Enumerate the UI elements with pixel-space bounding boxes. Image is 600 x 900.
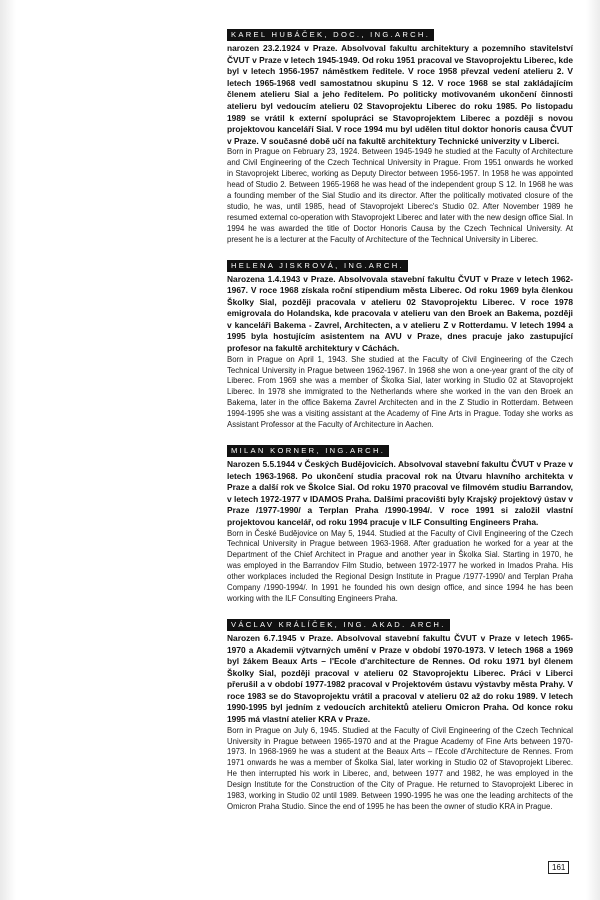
page-left-edge-shadow	[0, 0, 16, 900]
biography-entry-korner	[227, 440, 573, 605]
czech-biography: Narozen 6.7.1945 v Praze. Absolvoval stavební fakultu ČVUT v Praze v letech 1965-1970 a Akademii výtvarných umění v Praze v období 1970-1973. V letech 1968 a 1969 byl žákem Beaux Arts – l'Ecole d'architecture de Rennes. Od roku 1971 byl členem Školky Sial, později pracoval v atelieru 02 Stavoprojektu Liberec. Práci v Liberci přerušil a v období 1977-1982 pracoval v Projektovém ústavu výstavby města Prahy. V roce 1983 se do Stavoprojektu vrátil a pracoval v atelieru 02 až do roku 1989. V letech 1990-1995 byl jedním z vedoucích architektů atelieru Omicron Praha. Od konce roku 1995 má vlastní atelier KRA v Praze.	[227, 632, 573, 725]
page-number: 161	[548, 861, 569, 874]
english-biography: Born in Prague on February 23, 1924. Between 1945-1949 he studied at the Faculty of Architecture and Civil Engineering of the Czech Technical University in Prague. From 1951 onwards he worked in Stavoprojekt Liberec, working as Deputy Director between 1956-1957. In 1958 he was appointed head of Studio 2. Between 1965-1968 he was head of the independent group S 12. In 1968 he was a founding member of the Sial Studio and its director. After the politically motivated closure of the studio, he was, until 1985, head of Stavoprojekt Liberec's Studio 02. After November 1989 he resumed external co-operation with Stavoprojekt Liberec and later with the new design office Sial. In 1994 he was awarded the title of Doctor Honoris Causa by the Czech Technical University. At present he is a lecturer at the Faculty of Architecture of the Technical University in Liberec.	[227, 147, 573, 244]
english-biography: Born in Prague on April 1, 1943. She studied at the Faculty of Civil Engineering of the Czech Technical University in Prague between 1962-1967. In 1968 she won a one-year grant of the city of Liberec. From 1969 she was a member of Školka Sial, later working in Studio 02 at Stavoprojekt Liberec. In 1978 she immigrated to the Netherlands where she worked in the van den Broek an Bakema, later in the office Bakema Zavrel Architecten and in the Z Studio in Rotterdam. Between 1994-1995 she was a visiting assistant at the Academy of Fine Arts in Prague. Today she works as Assistant Professor at the Faculty of Architecture in Aachen.	[227, 354, 573, 430]
name-heading: KAREL HUBÁČEK, DOC., ING.ARCH.	[227, 29, 434, 41]
page-right-edge-shadow	[586, 0, 600, 900]
name-heading: VÁCLAV KRÁLÍČEK, ING. AKAD. ARCH.	[227, 619, 450, 631]
czech-biography: Narozen 5.5.1944 v Českých Budějovicích. Absolvoval stavební fakultu ČVUT v Praze v letech 1963-1968. Po ukončení studia pracoval rok na Útvaru hlavního architekta v Praze a další rok ve Školce Sial. Od roku 1970 pracoval ve filmovém studiu Barrandov, v letech 1972-1977 v IDAMOS Praha. Dalšími pracovišti byly Krajský projektový ústav v Praze /1977-1990/ a Terplan Praha /1990-1994/. V roce 1991 si založil vlastní projektovou kancelář, od roku 1994 pracuje v ILF Consulting Engineers Praha.	[227, 459, 573, 527]
english-biography: Born in Prague on July 6, 1945. Studied at the Faculty of Civil Engineering of the Czech Technical University in Prague between 1965-1970 and at the Prague Academy of Fine Arts between 1970-1973. In 1968-1969 he was a student at the Beaux Arts – l'Ecole d'Architecture de Rennes. From 1971 onwards he was a member of Školka Sial, later working in Studio 02 of Stavoprojekt Liberec. He then interrupted his work in Liberec, and, between 1977 and 1982, he was employed in the Design Institute for the Construction of the City of Prague. He returned to Stavoprojekt Liberec in 1983, working in Studio 02 until 1989. Between 1990-1995 he was one the leading architects of the Omicron Praha Studio. Since the end of 1995 he has been the owner of studio KRA in Prague.	[227, 725, 573, 811]
biography-entry-kralicek	[227, 614, 573, 813]
biography-column	[227, 24, 573, 822]
biography-entry-hubacek	[227, 24, 573, 246]
czech-biography: Narozena 1.4.1943 v Praze. Absolvovala stavební fakultu ČVUT v Praze v letech 1962-1967. V roce 1968 získala roční stipendium města Liberec. Od roku 1969 byla členkou Školky Sial, později pracovala v atelieru 02 Stavoprojektu Liberec. V roce 1978 emigrovala do Holandska, kde pracovala v atelieru van den Broek an Bakema, později v kanceláři Bakema - Zavrel, Architecten, a v atelieru Z v Rotterdamu. V letech 1994 a 1995 byla hostujícím asistentem na AVU v Praze, dnes pracuje jako zastupující profesor na fakultě architektury v Cáchách.	[227, 273, 573, 354]
name-heading: HELENA JISKROVÁ, ING.ARCH.	[227, 260, 408, 272]
name-heading: MILAN KORNER, ING.ARCH.	[227, 445, 389, 457]
english-biography: Born in České Budějovice on May 5, 1944. Studied at the Faculty of Civil Engineering of the Czech Technical University in Prague between 1963-1968. After graduation he worked for a year at the Department of the Chief Architect in Prague and another year in Školka Sial. Starting in 1970, he was employed in the Barrandov Film Studio, between 1972-1977 he worked in Imados Praha. His other workplaces included the Regional Design Institute in Prague /1977-1990/ and Terplan Praha Company /1990-1994/. In 1991 he founded his own design office, and since 1994 he has been working with the ILF Consulting Engineers Praha.	[227, 528, 573, 603]
biography-entry-jiskrova	[227, 255, 573, 432]
czech-biography: narozen 23.2.1924 v Praze. Absolvoval fakultu architektury a pozemního stavitelství ČVUT v Praze v letech 1945-1949. Od roku 1951 pracoval ve Stavoprojektu Liberec, kde byl v letech 1956-1957 náměstkem ředitele. V roce 1958 převzal vedení atelieru 2. V letech 1965-1968 vedl samostatnou skupinu S 12. V roce 1968 se stal zakládajícím členem atelieru Sial a jeho ředitelem. Po politicky motivovaném ukončení činnosti atelieru byl vedoucím atelieru 02 Stavoprojektu Liberec do roku 1985. Po listopadu 1989 se vrátil k externí spolupráci se Stavoprojektem Liberec a později s novou projektovou kanceláří Sial. V roce 1994 mu byl udělen titul doktor honoris causa ČVUT v Praze. V současné době učí na fakultě architektury Technické univerzity v Liberci.	[227, 43, 573, 146]
